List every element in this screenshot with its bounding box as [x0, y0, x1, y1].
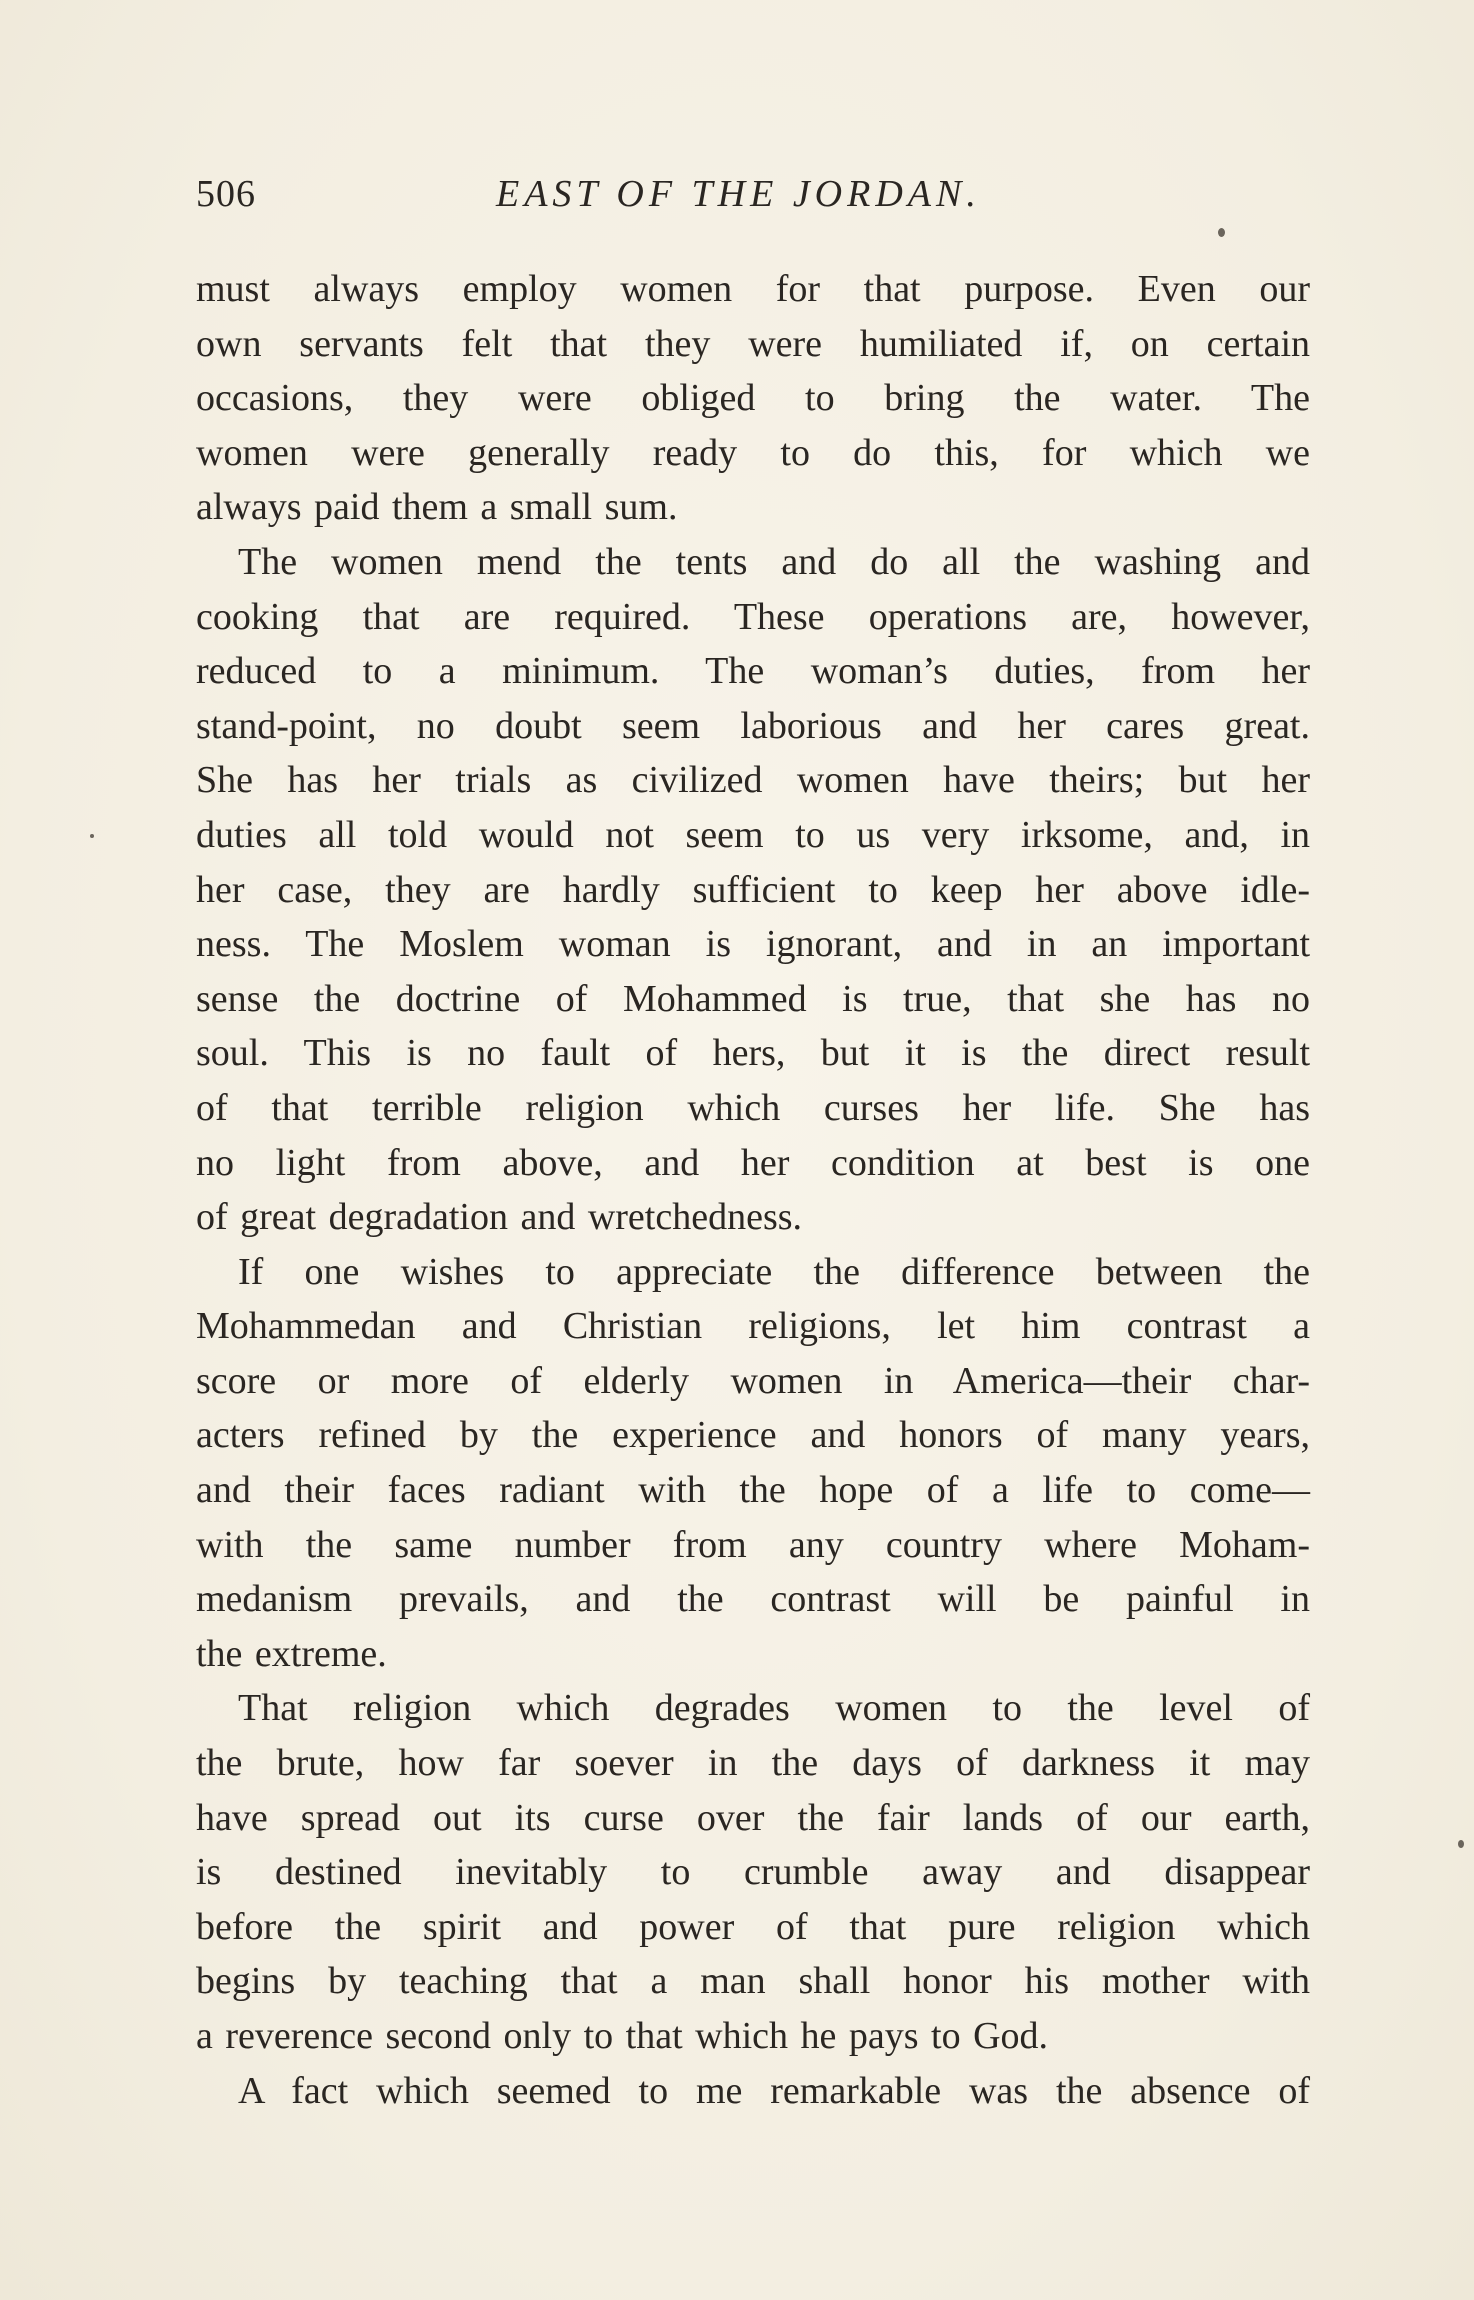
running-title: EAST OF THE JORDAN.	[496, 173, 981, 215]
paragraph	[196, 2064, 1310, 2119]
text-line: begins by teaching that a man shall honor his mother with	[196, 1960, 1310, 2003]
text-line: must always employ women for that purpose. Even our	[196, 268, 1310, 310]
print-speck	[1458, 1840, 1464, 1848]
text-line: sense the doctrine of Mohammed is true, that she has no	[196, 977, 1310, 1020]
text-line: soul. This is no fault of hers, but it is the direct result	[196, 1032, 1310, 1075]
page-number: 506	[196, 173, 256, 215]
paragraph	[196, 535, 1310, 1245]
text-line: of great degradation and wretchedness.	[196, 1196, 803, 1239]
text-line: have spread out its curse over the fair lands of our earth,	[196, 1796, 1310, 1839]
text-line: the brute, how far soever in the days of darkness it may	[196, 1742, 1310, 1785]
text-line: That religion which degrades women to the level of	[238, 1687, 1310, 1730]
text-line: reduced to a minimum. The woman’s duties, from her	[196, 650, 1310, 693]
text-line: acters refined by the experience and honors of many years,	[196, 1414, 1310, 1457]
paragraph	[196, 1245, 1310, 1682]
text-line: a reverence second only to that which he pays to God.	[196, 2015, 1049, 2057]
text-line: no light from above, and her condition at best is one	[196, 1141, 1310, 1184]
text-line: Mohammedan and Christian religions, let him contrast a	[196, 1305, 1310, 1348]
text-line: the extreme.	[196, 1632, 387, 1675]
text-line: before the spirit and power of that pure religion which	[196, 1905, 1310, 1948]
text-line: occasions, they were obliged to bring the water. The	[196, 377, 1310, 420]
text-line: own servants felt that they were humiliated if, on certain	[196, 322, 1310, 365]
text-line: with the same number from any country where Moham-	[196, 1523, 1310, 1566]
print-speck	[1218, 228, 1225, 237]
text-line: women were generally ready to do this, for which we	[196, 431, 1310, 474]
text-line: She has her trials as civilized women have theirs; but her	[196, 759, 1310, 802]
text-line: stand-point, no doubt seem laborious and her cares great.	[196, 704, 1310, 747]
text-line: A fact which seemed to me remarkable was the absence of	[238, 2069, 1310, 2112]
text-line: The women mend the tents and do all the washing and	[238, 540, 1310, 583]
text-line: duties all told would not seem to us very irksome, and, in	[196, 813, 1310, 856]
text-line: score or more of elderly women in America—their char-	[196, 1359, 1310, 1402]
text-line: and their faces radiant with the hope of a life to come—	[196, 1469, 1310, 1512]
print-speck	[90, 834, 94, 838]
text-line: ness. The Moslem woman is ignorant, and in an important	[196, 923, 1310, 966]
paragraph	[196, 262, 1310, 535]
text-line: cooking that are required. These operations are, however,	[196, 595, 1310, 638]
text-line: her case, they are hardly sufficient to keep her above idle-	[196, 868, 1310, 911]
paragraph	[196, 1681, 1310, 2063]
text-line: of that terrible religion which curses her life. She has	[196, 1086, 1310, 1129]
text-line: is destined inevitably to crumble away and disappear	[196, 1851, 1310, 1894]
text-line: If one wishes to appreciate the difference between the	[238, 1250, 1310, 1293]
text-line: always paid them a small sum.	[196, 486, 678, 529]
text-line: medanism prevails, and the contrast will be painful in	[196, 1578, 1310, 1621]
page-header	[196, 172, 1310, 232]
body-text	[196, 262, 1310, 2118]
